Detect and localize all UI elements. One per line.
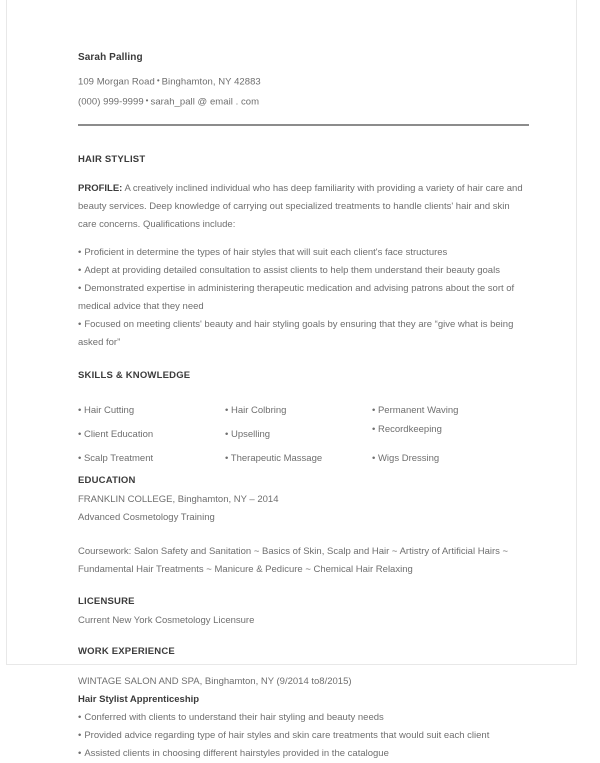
skill-label: Scalp Treatment [83, 453, 154, 464]
resume-content [78, 0, 530, 763]
bullet-icon: • [78, 712, 82, 723]
list-item [78, 745, 530, 763]
bullet-icon: • [372, 453, 376, 464]
bullet-icon: • [372, 424, 376, 435]
skill-item [78, 429, 153, 440]
skill-item [78, 405, 134, 416]
skills-heading: SKILLS & KNOWLEDGE [78, 370, 191, 381]
list-item-text: Focused on meeting clients' beauty and hair styling goals by ensuring that they are “give what is being asked for” [78, 319, 514, 348]
list-item [78, 262, 530, 280]
bullet-icon: • [372, 405, 376, 416]
profile-label: PROFILE: [78, 183, 123, 194]
skill-label: Upselling [230, 429, 271, 440]
work-organization: WINTAGE SALON AND SPA, Binghamton, NY (9/2014 to8/2015) [78, 676, 352, 687]
skill-label: Wigs Dressing [377, 453, 440, 464]
education-heading: EDUCATION [78, 475, 136, 486]
licensure-heading: LICENSURE [78, 596, 135, 607]
skills-grid [78, 405, 530, 475]
education-coursework: Coursework: Salon Safety and Sanitation ~ Basics of Skin, Scalp and Hair ~ Artistry of Artificial Hairs ~ Fundamental Hair Treatments ~ Manicure & Pedicure ~ Chemical Hair Relaxing [78, 546, 509, 575]
bullet-icon: • [78, 748, 82, 759]
list-item [78, 316, 530, 352]
skill-label: Client Education [83, 429, 154, 440]
skill-item [225, 429, 270, 440]
skill-item [78, 453, 153, 464]
contact-phone-email-line [78, 96, 530, 108]
skill-label: Recordkeeping [377, 424, 442, 435]
resume-page [6, 0, 577, 759]
skill-label: Permanent Waving [377, 405, 459, 416]
contact-address-line [78, 76, 530, 88]
list-item-text: Proficient in determine the types of hair styles that will suit each client's face structures [84, 247, 448, 258]
work-role-title: Hair Stylist Apprenticeship [78, 694, 200, 705]
work-experience-heading: WORK EXPERIENCE [78, 646, 175, 657]
bullet-icon: • [78, 319, 82, 330]
skill-label: Therapeutic Massage [230, 453, 323, 464]
list-item [78, 244, 530, 262]
list-item [78, 280, 530, 316]
list-item-text: Assisted clients in choosing different hairstyles provided in the catalogue [84, 748, 389, 759]
list-item-text: Adept at providing detailed consultation to assist clients to help them understand their beauty goals [84, 265, 500, 276]
city-state-zip: Binghamton, NY 42883 [161, 76, 261, 88]
bullet-icon: • [225, 429, 229, 440]
bullet-icon: • [225, 453, 229, 464]
bullet-icon: • [78, 265, 82, 276]
bullet-icon: • [78, 453, 82, 464]
list-item-text: Conferred with clients to understand their hair styling and beauty needs [84, 712, 384, 723]
separator-dot-icon: • [145, 95, 149, 105]
bullet-icon: • [78, 283, 82, 294]
bullet-icon: • [225, 405, 229, 416]
education-program: Advanced Cosmetology Training [78, 512, 215, 523]
skill-item [225, 405, 286, 416]
bullet-icon: • [78, 405, 82, 416]
candidate-name: Sarah Palling [78, 52, 143, 63]
list-item [78, 727, 530, 745]
list-item [78, 709, 530, 727]
profile-paragraph [78, 180, 530, 234]
profile-text: A creatively inclined individual who has deep familiarity with providing a variety of hair care and beauty services. Deep knowledge of carrying out specialized treatments to handle clients' hair and skin care concerns. Qualifications include: [78, 183, 523, 230]
bullet-icon: • [78, 429, 82, 440]
separator-dot-icon: • [156, 76, 160, 85]
bullet-icon: • [78, 247, 82, 258]
licensure-text: Current New York Cosmetology Licensure [78, 615, 255, 626]
email-address: sarah_pall @ email . com [150, 96, 260, 107]
job-title-heading: HAIR STYLIST [78, 154, 146, 165]
skill-item [372, 424, 442, 435]
list-item-text: Provided advice regarding type of hair styles and skin care treatments that would suit each client [84, 730, 490, 741]
skill-label: Hair Colbring [230, 405, 287, 416]
street-address: 109 Morgan Road [78, 76, 155, 88]
phone-number: (000) 999-9999 [78, 96, 144, 107]
work-responsibilities-list [78, 709, 530, 763]
qualifications-list [78, 244, 530, 352]
skill-item [372, 405, 458, 416]
skill-item [372, 453, 439, 464]
skill-item [225, 453, 322, 464]
education-school: FRANKLIN COLLEGE, Binghamton, NY – 2014 [78, 494, 279, 505]
skill-label: Hair Cutting [83, 405, 135, 416]
header-divider [78, 124, 529, 126]
bullet-icon: • [78, 730, 82, 741]
list-item-text: Demonstrated expertise in administering therapeutic medication and advising patrons about the sort of medical advice that they need [78, 283, 515, 312]
